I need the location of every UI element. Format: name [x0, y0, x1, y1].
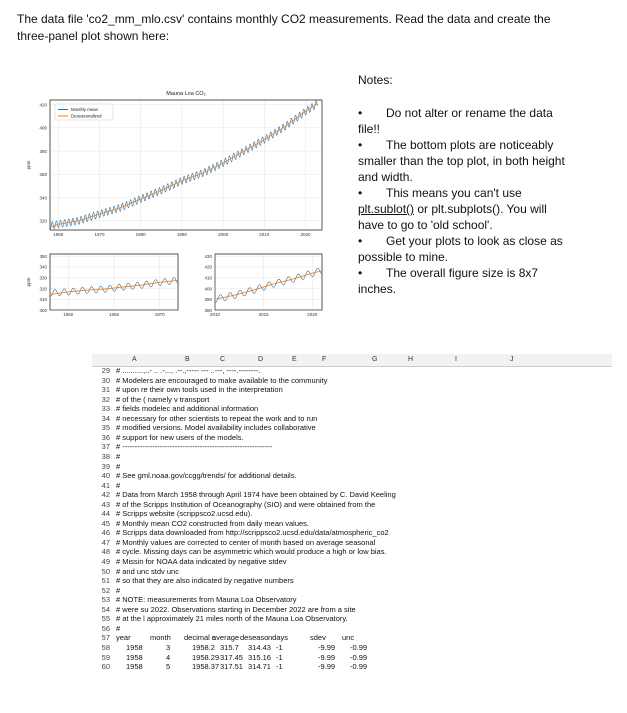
- row-number: 53: [101, 595, 110, 605]
- note-code: plt.sublot(): [358, 202, 415, 216]
- cell[interactable]: # See gml.noaa.gov/ccgg/trends/ for additional details.: [116, 471, 297, 481]
- cell[interactable]: 1958: [126, 662, 143, 672]
- y-tick-label: 310: [39, 297, 47, 303]
- y-tick-label: 390: [204, 297, 212, 303]
- row-number: 38: [101, 451, 110, 461]
- sheet-row: [92, 423, 612, 432]
- row-number: 50: [101, 566, 110, 576]
- cell[interactable]: # were su 2022. Observations starting in December 2022 are from a site: [116, 604, 356, 614]
- cell[interactable]: 314.43: [248, 642, 271, 652]
- sheet-row: [92, 586, 612, 595]
- sheet-row: [92, 624, 612, 633]
- sheet-row: [92, 653, 612, 662]
- row-number: 31: [101, 385, 110, 395]
- sheet-row: [92, 462, 612, 471]
- cell[interactable]: average: [212, 633, 240, 643]
- cell[interactable]: # necessary for other scientists to repeat the work and to run: [116, 413, 318, 423]
- cell[interactable]: #: [116, 585, 121, 595]
- sheet-row: [92, 385, 612, 394]
- cell[interactable]: -9.99: [318, 642, 336, 652]
- row-number: 58: [101, 642, 110, 652]
- cell[interactable]: year: [116, 633, 131, 643]
- row-number: 35: [101, 423, 110, 433]
- note-item: • Get your plots to look as close as possible to mine.: [358, 233, 568, 265]
- column-header-e[interactable]: E: [292, 356, 297, 363]
- row-number: 51: [101, 576, 110, 586]
- cell[interactable]: 3: [166, 642, 171, 652]
- cell[interactable]: # at the l approximately 21 miles north of the Mauna Loa Observatory.: [116, 614, 348, 624]
- x-tick-label: 1980: [135, 232, 146, 237]
- x-tick-label: 1970: [154, 312, 165, 317]
- note-code: plt.subplots(): [431, 202, 501, 216]
- cell[interactable]: sdev: [310, 633, 326, 643]
- x-tick-label: 1990: [176, 232, 187, 237]
- cell[interactable]: 5: [166, 662, 171, 672]
- cell[interactable]: # Scripps data downloaded from http://scrippsco2.ucsd.edu/data/atmospheric_co2: [116, 528, 389, 538]
- x-tick-label: 1970: [94, 232, 105, 237]
- x-tick-label: 1960: [63, 312, 74, 317]
- cell[interactable]: 317.45: [220, 652, 243, 662]
- cell[interactable]: # support for new users of the models.: [116, 432, 244, 442]
- sheet-row: [92, 509, 612, 518]
- y-tick-label: 360: [39, 172, 47, 178]
- notes-heading: Notes:: [358, 73, 393, 87]
- y-tick-label: 380: [204, 307, 212, 313]
- sheet-row: [92, 557, 612, 566]
- y-tick-label: 300: [39, 307, 47, 313]
- cell[interactable]: # Modelers are encouraged to make available to the community: [116, 375, 328, 385]
- sheet-row: [92, 662, 612, 671]
- note-text: This means you can't use: [386, 186, 522, 200]
- note-text: or: [414, 202, 432, 216]
- cell[interactable]: # upon re their own tools used in the interpretation: [116, 385, 283, 395]
- column-header-b[interactable]: B: [185, 356, 190, 363]
- cell[interactable]: # NOTE: measurements from Mauna Loa Observatory: [116, 595, 297, 605]
- cell[interactable]: 317.51: [220, 662, 243, 672]
- note-item: • The bottom plots are noticeably smaller than the top plot, in both height and width.: [358, 137, 568, 185]
- y-tick-label: 410: [204, 275, 212, 281]
- sheet-row: [92, 547, 612, 556]
- cell[interactable]: -1: [276, 662, 283, 672]
- cell[interactable]: -9.99: [318, 662, 336, 672]
- y-tick-label: 330: [39, 275, 47, 281]
- x-tick-label: 1960: [53, 232, 64, 237]
- row-number: 46: [101, 528, 110, 538]
- row-number: 29: [101, 366, 110, 375]
- y-tick-label: 420: [204, 264, 212, 270]
- sheet-row: [92, 500, 612, 509]
- column-header-j[interactable]: J: [510, 356, 514, 363]
- row-number: 57: [101, 633, 110, 643]
- y-tick-label: 340: [39, 264, 47, 270]
- chart-title: Mauna Loa CO₂: [166, 91, 206, 97]
- cell[interactable]: #: [116, 480, 121, 490]
- sheet-row: [92, 452, 612, 461]
- column-header-f[interactable]: F: [322, 356, 327, 363]
- cell[interactable]: # Monthly values are corrected to center of month based on average seasonal: [116, 537, 376, 547]
- y-tick-label: 400: [204, 286, 212, 292]
- x-tick-label: 2010: [259, 232, 270, 237]
- x-tick-label: 2010: [209, 312, 221, 317]
- y-axis-label: ppm: [26, 277, 31, 287]
- sheet-row: [92, 404, 612, 413]
- row-number: 59: [101, 652, 110, 662]
- cell[interactable]: -0.99: [350, 642, 368, 652]
- sheet-row: [92, 595, 612, 604]
- cell[interactable]: # modified versions. Model availability includes collaborative: [116, 423, 316, 433]
- sheet-row: [92, 442, 612, 451]
- row-number: 30: [101, 375, 110, 385]
- sheet-row: [92, 471, 612, 480]
- cell[interactable]: # and unc stdv unc: [116, 566, 179, 576]
- sheet-row: [92, 633, 612, 642]
- cell[interactable]: #: [116, 451, 121, 461]
- cell[interactable]: # ..........,..- .. .-..., .--.,----- --- ..---, ----.--------.: [116, 366, 261, 375]
- y-tick-label: 320: [39, 218, 47, 224]
- cell[interactable]: ndays: [268, 633, 289, 643]
- cell[interactable]: 1958.2: [192, 642, 215, 652]
- cell[interactable]: -0.99: [350, 652, 368, 662]
- row-number: 47: [101, 537, 110, 547]
- row-number: 55: [101, 614, 110, 624]
- sheet-row: [92, 433, 612, 442]
- row-number: 32: [101, 394, 110, 404]
- row-number: 45: [101, 518, 110, 528]
- cell[interactable]: -0.99: [350, 662, 368, 672]
- cell[interactable]: #: [116, 623, 121, 633]
- note-item: • Do not alter or rename the data file!!: [358, 105, 568, 137]
- cell[interactable]: 1958.29: [192, 652, 220, 662]
- x-tick-label: 2015: [258, 312, 269, 317]
- row-number: 54: [101, 604, 110, 614]
- cell[interactable]: # of the Scripps Institution of Oceanography (SIO) and were obtained from the: [116, 499, 376, 509]
- x-tick-label: 2000: [218, 232, 229, 237]
- y-tick-label: 350: [39, 253, 47, 259]
- sheet-row: [92, 538, 612, 547]
- cell[interactable]: #: [116, 461, 121, 471]
- notes-box: [358, 72, 568, 297]
- cell[interactable]: -1: [276, 642, 283, 652]
- cell[interactable]: # Monthly mean CO2 constructed from daily mean values.: [116, 518, 310, 528]
- x-tick-label: 2020: [307, 312, 318, 317]
- co2-figure: [26, 78, 340, 326]
- legend-label: Monthly mean: [71, 107, 98, 113]
- note-item: • The overall figure size is 8x7 inches.: [358, 265, 568, 297]
- notes-list: [358, 105, 568, 297]
- y-tick-label: 320: [39, 286, 47, 292]
- sheet-row: [92, 481, 612, 490]
- row-number: 37: [101, 442, 110, 452]
- cell[interactable]: -9.99: [318, 652, 336, 662]
- sheet-row: [92, 490, 612, 499]
- cell[interactable]: -1: [276, 652, 283, 662]
- sheet-row: [92, 376, 612, 385]
- spreadsheet: [92, 354, 612, 708]
- cell[interactable]: unc: [342, 633, 355, 643]
- sheet-row: [92, 414, 612, 423]
- cell[interactable]: decimal c: [184, 633, 216, 643]
- y-tick-label: 380: [39, 148, 47, 154]
- row-number: 56: [101, 623, 110, 633]
- cell[interactable]: # of the ( namely v transport: [116, 394, 210, 404]
- sheet-row: [92, 605, 612, 614]
- row-number: 42: [101, 490, 110, 500]
- row-number: 33: [101, 404, 110, 414]
- column-header-c[interactable]: C: [220, 356, 226, 363]
- sheet-row: [92, 567, 612, 576]
- cell[interactable]: # Data from March 1958 through April 1974 have been obtained by C. David Keeling: [116, 490, 396, 500]
- row-number: 49: [101, 557, 110, 566]
- cell[interactable]: 315.7: [220, 642, 239, 652]
- cell[interactable]: 1958: [126, 652, 143, 662]
- x-tick-label: 2020: [300, 232, 311, 237]
- row-number: 34: [101, 413, 110, 423]
- sheet-row: [92, 643, 612, 652]
- y-tick-label: 430: [204, 253, 212, 259]
- y-tick-label: 420: [39, 102, 47, 108]
- row-number: 39: [101, 461, 110, 471]
- cell[interactable]: 4: [166, 652, 171, 662]
- sheet-row: [92, 576, 612, 585]
- cell[interactable]: 1958.37: [192, 662, 220, 672]
- note-item: [358, 185, 568, 233]
- cell[interactable]: 314.71: [248, 662, 271, 672]
- cell[interactable]: # Missin for NOAA data indicated by negative stdev: [116, 557, 287, 566]
- column-header-d[interactable]: D: [258, 356, 264, 363]
- y-axis-label: ppm: [26, 160, 31, 170]
- row-number: 48: [101, 547, 110, 557]
- sheet-row: [92, 528, 612, 537]
- sheet-row: [92, 395, 612, 404]
- cell[interactable]: # so that they are also indicated by negative numbers: [116, 576, 294, 586]
- cell[interactable]: # cycle. Missing days can be asymmetric which would produce a high or low bias.: [116, 547, 387, 557]
- y-tick-label: 340: [39, 195, 47, 201]
- row-number: 44: [101, 509, 110, 519]
- cell[interactable]: # ------------------------------------------------------------: [116, 442, 273, 452]
- cell[interactable]: 315.16: [248, 652, 271, 662]
- x-tick-label: 1965: [108, 312, 120, 317]
- cell[interactable]: 1958: [126, 642, 143, 652]
- row-number: 40: [101, 471, 110, 481]
- column-header-i[interactable]: I: [455, 356, 457, 363]
- legend-label: Deseasonalized: [71, 113, 102, 119]
- cell[interactable]: # fields modelec and additional information: [116, 404, 259, 414]
- cell[interactable]: # Scripps website (scrippsco2.ucsd.edu).: [116, 509, 253, 519]
- sheet-row: [92, 366, 612, 375]
- row-number: 43: [101, 499, 110, 509]
- sheet-row: [92, 519, 612, 528]
- row-number: 60: [101, 662, 110, 672]
- instructions-text: The data file 'co2_mm_mlo.csv' contains monthly CO2 measurements. Read the data and create the three-panel plot shown here:: [17, 12, 551, 43]
- column-header-a[interactable]: A: [132, 356, 137, 363]
- y-tick-label: 400: [39, 125, 47, 131]
- row-number: 36: [101, 432, 110, 442]
- row-number: 41: [101, 480, 110, 490]
- cell[interactable]: deseaso: [240, 633, 269, 643]
- column-header-g[interactable]: G: [372, 356, 378, 363]
- note-text: . You will have to go to 'old school'.: [358, 202, 547, 232]
- column-header-h[interactable]: H: [408, 356, 414, 363]
- cell[interactable]: month: [150, 633, 171, 643]
- row-number: 52: [101, 585, 110, 595]
- sheet-row: [92, 614, 612, 623]
